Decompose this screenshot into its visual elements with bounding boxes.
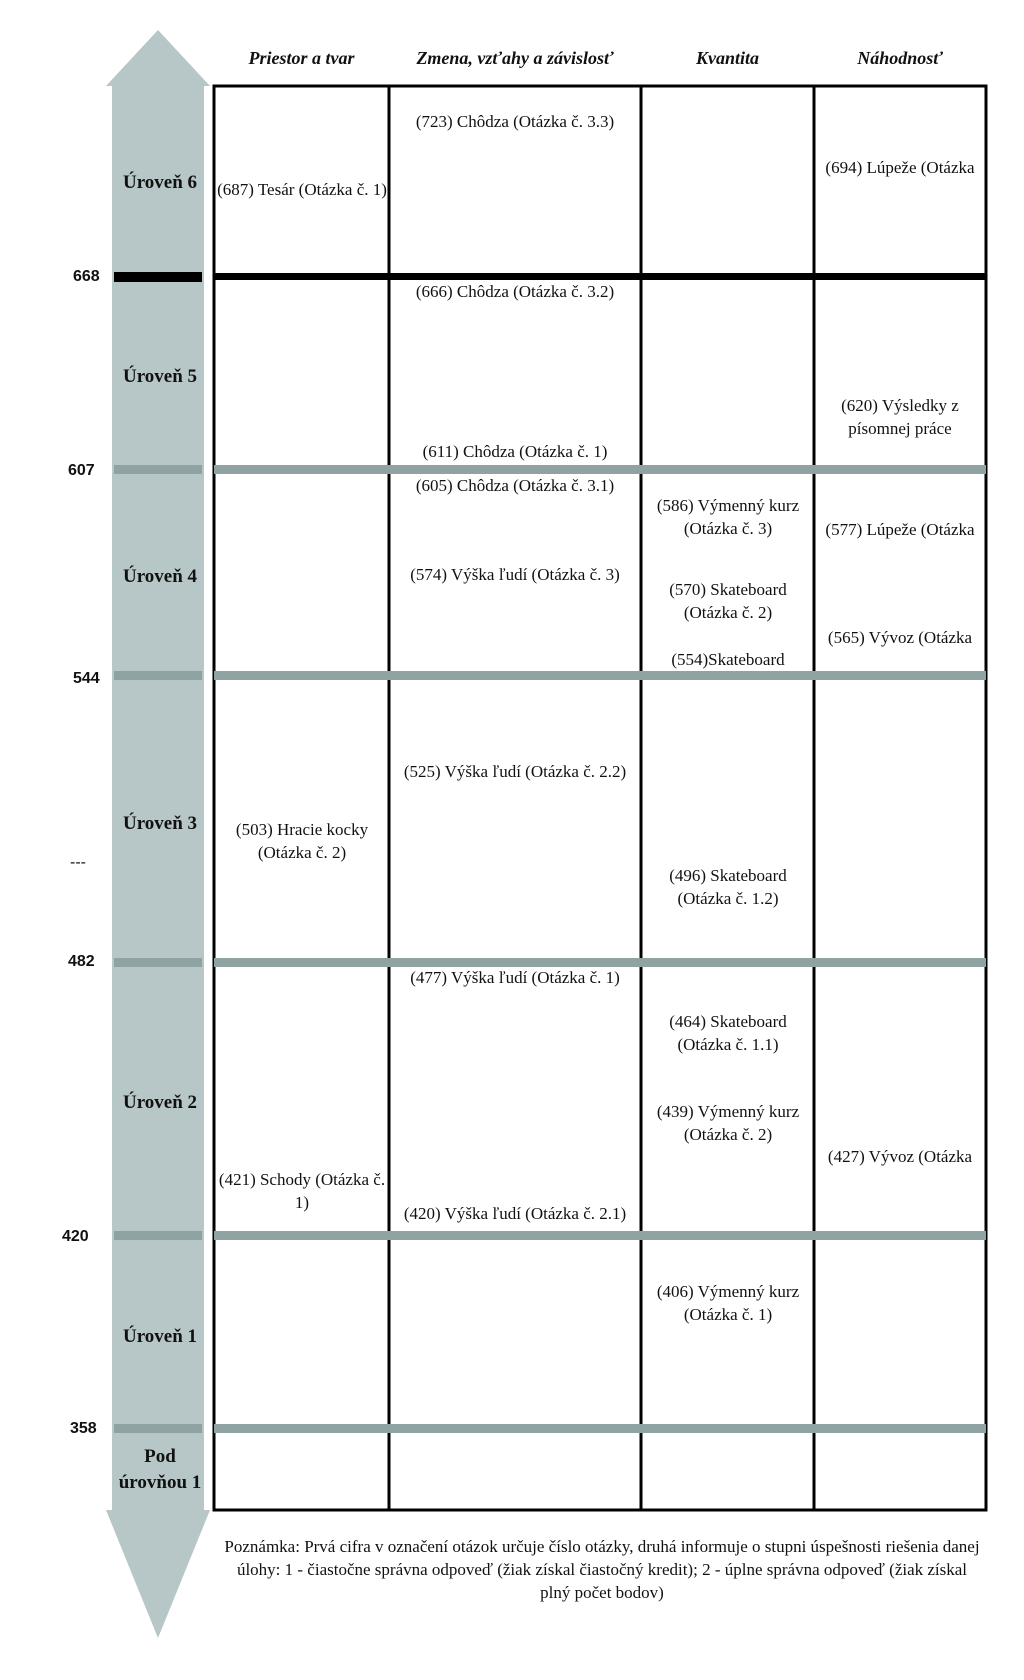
item-611-chodza: (611) Chôdza (Otázka č. 1) [422, 442, 608, 461]
level-label-2: Úroveň 2 [122, 1092, 198, 1113]
boundary-358-line [214, 1424, 986, 1433]
boundary-607-line [214, 465, 986, 474]
boundary-358-marker [114, 1424, 202, 1433]
column-header-change-and-relationships: Zmena, vzťahy a závislosť [416, 48, 614, 68]
boundary-420-marker [114, 1231, 202, 1240]
item-406-vymenny-kurz: (406) Výmenný kurz (Otázka č. 1) [656, 1282, 800, 1324]
item-503-hracie-kocky: (503) Hracie kocky (Otázka č. 2) [235, 820, 369, 862]
item-421-schody: (421) Schody (Otázka č. 1) [218, 1170, 386, 1212]
boundary-607-marker [114, 465, 202, 474]
item-577-lupeze: (577) Lúpeže (Otázka [825, 520, 975, 539]
column-header-uncertainty: Náhodnosť [857, 48, 943, 68]
item-605-chodza: (605) Chôdza (Otázka č. 3.1) [415, 476, 615, 495]
score-544: 544 [73, 670, 100, 687]
column-header-space-and-shape: Priestor a tvar [248, 48, 355, 68]
item-574-vyska-ludi: (574) Výška ľudí (Otázka č. 3) [410, 565, 620, 584]
item-427-vyvoz: (427) Vývoz (Otázka [827, 1147, 973, 1166]
item-666-chodza: (666) Chôdza (Otázka č. 3.2) [415, 282, 615, 301]
item-420-vyska-ludi: (420) Výška ľudí (Otázka č. 2.1) [403, 1204, 627, 1223]
item-464-skateboard: (464) Skateboard (Otázka č. 1.1) [669, 1012, 787, 1054]
item-554-skateboard: (554)Skateboard [671, 650, 785, 669]
item-525-vyska-ludi: (525) Výška ľudí (Otázka č. 2.2) [403, 762, 627, 781]
item-439-vymenny-kurz: (439) Výmenný kurz (Otázka č. 2) [656, 1102, 800, 1144]
item-586-vymenny-kurz: (586) Výmenný kurz (Otázka č. 3) [656, 496, 800, 538]
item-687-tesar: (687) Tesár (Otázka č. 1) [217, 180, 387, 199]
level-label-below-1: Pod úrovňou 1 [118, 1446, 202, 1493]
score-607: 607 [68, 462, 95, 479]
score-358: 358 [70, 1420, 97, 1437]
boundary-668-marker [114, 272, 202, 282]
score-420: 420 [62, 1228, 89, 1245]
column-header-quantity: Kvantita [695, 48, 759, 68]
score-dashed-marker: --- [70, 854, 86, 871]
boundary-544-line [214, 671, 986, 680]
score-482: 482 [68, 953, 95, 970]
level-label-1: Úroveň 1 [122, 1326, 198, 1347]
item-477-vyska-ludi: (477) Výška ľudí (Otázka č. 1) [410, 968, 620, 987]
boundary-420-line [214, 1231, 986, 1240]
item-723-chodza: (723) Chôdza (Otázka č. 3.3) [415, 112, 615, 131]
item-565-vyvoz: (565) Vývoz (Otázka [827, 628, 973, 647]
scale-arrow-shaft [112, 86, 204, 1510]
level-label-3: Úroveň 3 [122, 813, 198, 834]
item-496-skateboard: (496) Skateboard (Otázka č. 1.2) [669, 866, 787, 908]
scale-arrow-down-head [106, 1510, 210, 1638]
level-label-5: Úroveň 5 [122, 366, 198, 387]
score-668: 668 [73, 268, 100, 285]
level-label-4: Úroveň 4 [122, 566, 198, 587]
boundary-482-marker [114, 958, 202, 967]
level-label-6: Úroveň 6 [122, 172, 198, 193]
item-620-vysledky: (620) Výsledky z písomnej práce [841, 396, 959, 438]
item-570-skateboard: (570) Skateboard (Otázka č. 2) [669, 580, 787, 622]
boundary-544-marker [114, 671, 202, 680]
footnote: Poznámka: Prvá cifra v označení otázok určuje číslo otázky, druhá informuje o stupni úspešnosti riešenia danej úlohy: 1 - čiastočne správna odpoveď (žiak získal čiastočný kredit); 2 - úplne správna odpoveď (žiak získal plný počet bodov) [224, 1537, 980, 1602]
boundary-668-line [214, 273, 986, 280]
scale-arrow-up-head [106, 30, 210, 86]
item-694-lupeze: (694) Lúpeže (Otázka [825, 158, 975, 177]
